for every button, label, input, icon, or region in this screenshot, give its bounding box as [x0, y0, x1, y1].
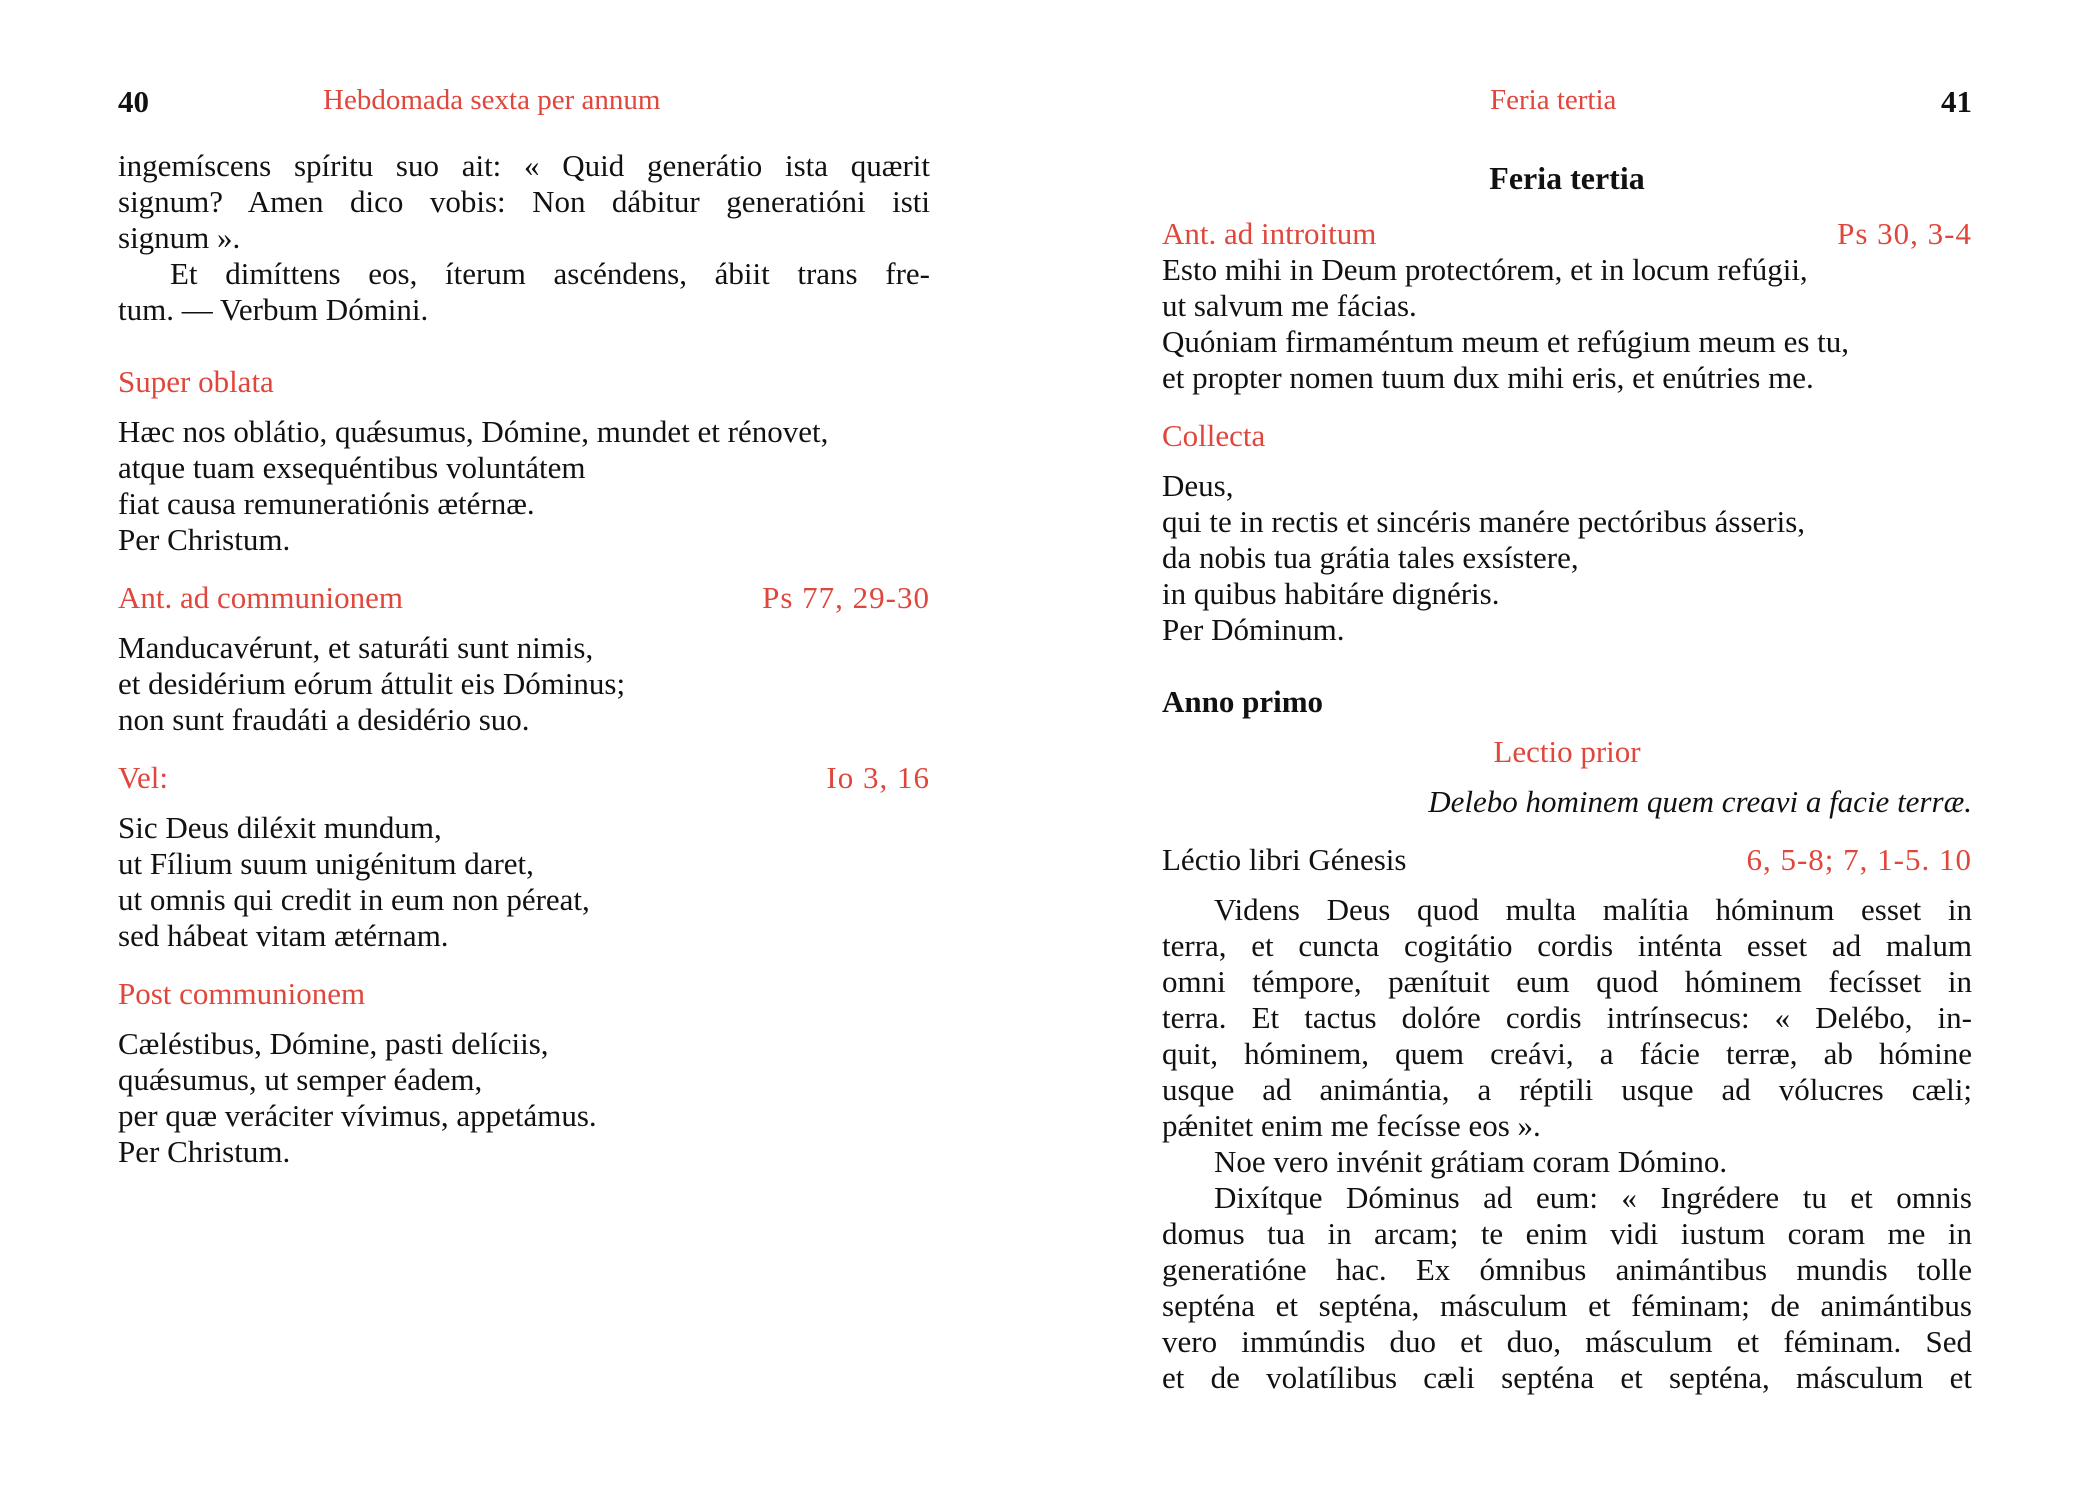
text-line: Esto mihi in Deum protectórem, et in locum refúgii,: [1162, 252, 1808, 287]
text-line: atque tuam exsequéntibus voluntátem: [118, 450, 586, 485]
text-line: Noe vero invénit grátiam coram Dómino.: [1214, 1144, 1728, 1179]
text-line: Manducavérunt, et saturáti sunt nimis,: [118, 630, 594, 665]
text-line: ingemíscens spíritu suo ait: « Quid generátio ista quærit: [118, 148, 930, 183]
text-line: quǽsumus, ut semper éadem,: [118, 1062, 483, 1097]
rubric-lectio-prior: Lectio prior: [1493, 734, 1641, 769]
right-page-body: [1162, 160, 1972, 1396]
text-line: terra, et cuncta cogitátio cordis inténta esset ad malum: [1162, 928, 1972, 963]
text-line: Per Christum.: [118, 522, 291, 557]
left-running-head: [118, 84, 930, 124]
text-line: Videns Deus quod multa malítia hóminum esset in: [1214, 892, 1972, 927]
text-line: et desidérium eórum áttulit eis Dóminus;: [118, 666, 626, 701]
text-line: Et dimíttens eos, íterum ascéndens, ábiit trans fre-: [170, 256, 930, 291]
text-line: ut salvum me fácias.: [1162, 288, 1417, 323]
anno-primo-heading: Anno primo: [1162, 684, 1324, 719]
reading-summary: Delebo hominem quem creavi a facie terræ.: [1428, 784, 1972, 819]
rubric-vel: Vel:: [118, 760, 168, 795]
text-line: per quæ veráciter vívimus, appetámus.: [118, 1098, 597, 1133]
text-line: ut Fílium suum unigénitum daret,: [118, 846, 534, 881]
rubric-ant-introitum: Ant. ad introitum: [1162, 216, 1377, 251]
scripture-ref: 6, 5-8; 7, 1-5. 10: [1746, 842, 1972, 877]
left-page: [118, 0, 930, 1500]
text-line: Cæléstibus, Dómine, pasti delíciis,: [118, 1026, 549, 1061]
ant-communionem-section: [118, 580, 930, 738]
rubric-super-oblata: Super oblata: [118, 364, 274, 399]
text-line: pǽnitet enim me fecísse eos ».: [1162, 1108, 1541, 1143]
text-line: Hæc nos oblátio, quǽsumus, Dómine, mundet et rénovet,: [118, 414, 829, 449]
text-line: in quibus habitáre dignéris.: [1162, 576, 1500, 611]
text-line: fiat causa remuneratiónis ætérnæ.: [118, 486, 535, 521]
running-head-title-right: Feria tertia: [1490, 84, 1617, 116]
page-number-left: 40: [118, 84, 149, 119]
text-line: vero immúndis duo et duo, másculum et féminam. Sed: [1162, 1324, 1972, 1359]
running-head-title-left: Hebdomada sexta per annum: [323, 84, 661, 116]
text-line: sed hábeat vitam ætérnam.: [118, 918, 449, 953]
text-line: Sic Deus diléxit mundum,: [118, 810, 442, 845]
collecta-section: [1162, 418, 1972, 648]
day-title: Feria tertia: [1489, 160, 1645, 196]
text-line: Per Dóminum.: [1162, 612, 1345, 647]
text-line: omni témpore, pænítuit eum quod hóminem fecísset in: [1162, 964, 1972, 999]
text-line: Dixítque Dóminus ad eum: « Ingrédere tu et omnis: [1214, 1180, 1972, 1215]
text-line: terra. Et tactus dolóre cordis intrínsecus: « Delébo, in-: [1162, 1000, 1972, 1035]
ant-introitum-section: [1162, 216, 1972, 396]
scripture-ref: Ps 30, 3-4: [1837, 216, 1972, 251]
text-line: signum? Amen dico vobis: Non dábitur generatióni isti: [118, 184, 930, 219]
scripture-ref: Io 3, 16: [826, 760, 930, 795]
text-line: signum ».: [118, 220, 241, 255]
text-line: Quóniam firmaméntum meum et refúgium meum es tu,: [1162, 324, 1850, 359]
super-oblata-section: [118, 364, 930, 558]
reading-book: Léctio libri Génesis: [1162, 842, 1407, 877]
text-line: qui te in rectis et sincéris manére pectóribus ásseris,: [1162, 504, 1806, 539]
vel-section: [118, 760, 930, 954]
rubric-post-communionem: Post communionem: [118, 976, 366, 1011]
right-page: [1162, 0, 1972, 1500]
text-line: usque ad animántia, a réptili usque ad vólucres cæli;: [1162, 1072, 1972, 1107]
text-line: quit, hóminem, quem creávi, a fácie terræ, ab hómine: [1162, 1036, 1972, 1071]
text-line: et propter nomen tuum dux mihi eris, et enútries me.: [1162, 360, 1814, 395]
text-line: non sunt fraudáti a desidério suo.: [118, 702, 530, 737]
text-line: Deus,: [1162, 468, 1234, 503]
scripture-ref: Ps 77, 29-30: [762, 580, 930, 615]
text-line: generatióne hac. Ex ómnibus animántibus mundis tolle: [1162, 1252, 1972, 1287]
lectio-prior-section: [1162, 734, 1972, 1396]
right-running-head: [1162, 84, 1972, 124]
text-line: et de volatílibus cæli septéna et septéna, másculum et: [1162, 1360, 1972, 1395]
left-page-body: [118, 148, 930, 1170]
post-communionem-section: [118, 976, 930, 1170]
rubric-collecta: Collecta: [1162, 418, 1266, 453]
text-line: tum. — Verbum Dómini.: [118, 292, 429, 327]
rubric-ant-communionem: Ant. ad communionem: [118, 580, 403, 615]
text-line: ut omnis qui credit in eum non péreat,: [118, 882, 590, 917]
text-line: Per Christum.: [118, 1134, 291, 1169]
page-number-right: 41: [1941, 84, 1972, 119]
text-line: septéna et septéna, másculum et féminam; de animántibus: [1162, 1288, 1972, 1323]
gospel-end: [118, 148, 930, 328]
text-line: domus tua in arcam; te enim vidi iustum coram me in: [1162, 1216, 1972, 1251]
text-line: da nobis tua grátia tales exsístere,: [1162, 540, 1579, 575]
